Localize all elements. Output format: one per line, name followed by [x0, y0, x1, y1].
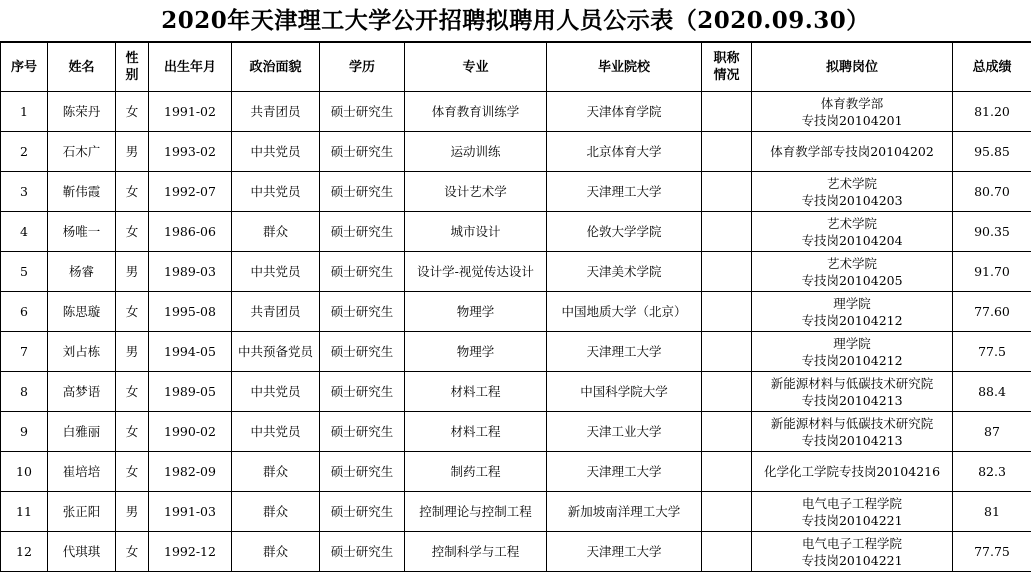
- cell-name: 陈思璇: [48, 292, 116, 332]
- cell-major: 城市设计: [405, 212, 547, 252]
- cell-score: 81.20: [953, 92, 1031, 132]
- cell-political: 中共党员: [232, 372, 320, 412]
- cell-score: 91.70: [953, 252, 1031, 292]
- header-name: 姓名: [48, 43, 116, 92]
- cell-title: [702, 172, 752, 212]
- cell-position: 化学化工学院专技岗20104216: [752, 452, 953, 492]
- cell-political: 群众: [232, 212, 320, 252]
- cell-index: 7: [1, 332, 48, 372]
- cell-index: 10: [1, 452, 48, 492]
- cell-index: 8: [1, 372, 48, 412]
- cell-school: 北京体育大学: [547, 132, 702, 172]
- cell-index: 12: [1, 532, 48, 572]
- cell-position: 电气电子工程学院 专技岗20104221: [752, 532, 953, 572]
- cell-position: 新能源材料与低碳技术研究院 专技岗20104213: [752, 372, 953, 412]
- cell-political: 群众: [232, 532, 320, 572]
- cell-score: 95.85: [953, 132, 1031, 172]
- cell-name: 杨唯一: [48, 212, 116, 252]
- cell-position: 理学院 专技岗20104212: [752, 332, 953, 372]
- cell-score: 88.4: [953, 372, 1031, 412]
- cell-title: [702, 132, 752, 172]
- cell-birth: 1991-02: [149, 92, 232, 132]
- cell-school: 天津工业大学: [547, 412, 702, 452]
- cell-name: 刘占栋: [48, 332, 116, 372]
- personnel-table: [0, 42, 1031, 572]
- page-title: 2020年天津理工大学公开招聘拟聘用人员公示表（2020.09.30）: [0, 0, 1031, 42]
- header-school: 毕业院校: [547, 43, 702, 92]
- cell-title: [702, 372, 752, 412]
- header-gender: 性别: [116, 43, 149, 92]
- cell-political: 共青团员: [232, 92, 320, 132]
- cell-position: 艺术学院 专技岗20104205: [752, 252, 953, 292]
- cell-education: 硕士研究生: [320, 372, 405, 412]
- cell-birth: 1991-03: [149, 492, 232, 532]
- cell-score: 81: [953, 492, 1031, 532]
- cell-score: 77.5: [953, 332, 1031, 372]
- cell-name: 高梦语: [48, 372, 116, 412]
- cell-school: 中国科学院大学: [547, 372, 702, 412]
- cell-index: 11: [1, 492, 48, 532]
- cell-position: 新能源材料与低碳技术研究院 专技岗20104213: [752, 412, 953, 452]
- cell-name: 靳伟霞: [48, 172, 116, 212]
- cell-name: 石木广: [48, 132, 116, 172]
- header-education: 学历: [320, 43, 405, 92]
- cell-birth: 1992-07: [149, 172, 232, 212]
- cell-political: 共青团员: [232, 292, 320, 332]
- cell-major: 材料工程: [405, 372, 547, 412]
- table-row: [1, 372, 1031, 412]
- table-row: [1, 292, 1031, 332]
- cell-major: 材料工程: [405, 412, 547, 452]
- cell-major: 运动训练: [405, 132, 547, 172]
- header-birth: 出生年月: [149, 43, 232, 92]
- cell-education: 硕士研究生: [320, 92, 405, 132]
- cell-title: [702, 452, 752, 492]
- cell-score: 80.70: [953, 172, 1031, 212]
- cell-major: 制药工程: [405, 452, 547, 492]
- cell-name: 白雅丽: [48, 412, 116, 452]
- header-political: 政治面貌: [232, 43, 320, 92]
- cell-position: 艺术学院 专技岗20104204: [752, 212, 953, 252]
- cell-index: 9: [1, 412, 48, 452]
- cell-name: 杨睿: [48, 252, 116, 292]
- cell-school: 天津美术学院: [547, 252, 702, 292]
- cell-school: 天津理工大学: [547, 172, 702, 212]
- header-title: 职称情况: [702, 43, 752, 92]
- cell-title: [702, 92, 752, 132]
- cell-gender: 女: [116, 172, 149, 212]
- cell-position: 体育教学部专技岗20104202: [752, 132, 953, 172]
- cell-score: 87: [953, 412, 1031, 452]
- cell-score: 77.60: [953, 292, 1031, 332]
- cell-position: 理学院 专技岗20104212: [752, 292, 953, 332]
- cell-birth: 1989-03: [149, 252, 232, 292]
- table-row: [1, 172, 1031, 212]
- cell-school: 天津理工大学: [547, 332, 702, 372]
- cell-education: 硕士研究生: [320, 412, 405, 452]
- table-row: [1, 132, 1031, 172]
- header-major: 专业: [405, 43, 547, 92]
- cell-education: 硕士研究生: [320, 452, 405, 492]
- cell-title: [702, 412, 752, 452]
- cell-gender: 女: [116, 92, 149, 132]
- table-row: [1, 532, 1031, 572]
- cell-gender: 女: [116, 412, 149, 452]
- cell-school: 天津理工大学: [547, 532, 702, 572]
- cell-birth: 1994-05: [149, 332, 232, 372]
- cell-political: 中共党员: [232, 132, 320, 172]
- table-row: [1, 92, 1031, 132]
- cell-title: [702, 532, 752, 572]
- cell-index: 6: [1, 292, 48, 332]
- cell-major: 设计学-视觉传达设计: [405, 252, 547, 292]
- cell-gender: 男: [116, 332, 149, 372]
- cell-gender: 男: [116, 132, 149, 172]
- cell-title: [702, 492, 752, 532]
- table-row: [1, 252, 1031, 292]
- cell-education: 硕士研究生: [320, 492, 405, 532]
- cell-birth: 1993-02: [149, 132, 232, 172]
- cell-name: 陈荣丹: [48, 92, 116, 132]
- cell-political: 中共党员: [232, 412, 320, 452]
- table-header-row: [1, 43, 1031, 92]
- cell-birth: 1992-12: [149, 532, 232, 572]
- cell-education: 硕士研究生: [320, 252, 405, 292]
- cell-birth: 1982-09: [149, 452, 232, 492]
- table-row: [1, 452, 1031, 492]
- cell-political: 群众: [232, 452, 320, 492]
- cell-political: 中共预备党员: [232, 332, 320, 372]
- cell-school: 伦敦大学学院: [547, 212, 702, 252]
- cell-title: [702, 212, 752, 252]
- cell-gender: 女: [116, 372, 149, 412]
- cell-political: 中共党员: [232, 252, 320, 292]
- cell-birth: 1990-02: [149, 412, 232, 452]
- cell-major: 控制科学与工程: [405, 532, 547, 572]
- cell-gender: 女: [116, 292, 149, 332]
- table-row: [1, 212, 1031, 252]
- cell-name: 代琪琪: [48, 532, 116, 572]
- cell-birth: 1995-08: [149, 292, 232, 332]
- cell-name: 崔培培: [48, 452, 116, 492]
- cell-birth: 1989-05: [149, 372, 232, 412]
- cell-major: 物理学: [405, 332, 547, 372]
- cell-gender: 男: [116, 492, 149, 532]
- cell-education: 硕士研究生: [320, 172, 405, 212]
- table-row: [1, 412, 1031, 452]
- cell-title: [702, 292, 752, 332]
- cell-education: 硕士研究生: [320, 332, 405, 372]
- cell-score: 82.3: [953, 452, 1031, 492]
- cell-school: 新加坡南洋理工大学: [547, 492, 702, 532]
- cell-position: 体育教学部 专技岗20104201: [752, 92, 953, 132]
- cell-title: [702, 252, 752, 292]
- cell-index: 4: [1, 212, 48, 252]
- cell-major: 物理学: [405, 292, 547, 332]
- table-body: [1, 92, 1031, 572]
- cell-position: 艺术学院 专技岗20104203: [752, 172, 953, 212]
- cell-education: 硕士研究生: [320, 532, 405, 572]
- cell-gender: 女: [116, 532, 149, 572]
- cell-major: 体育教育训练学: [405, 92, 547, 132]
- cell-political: 中共党员: [232, 172, 320, 212]
- cell-education: 硕士研究生: [320, 132, 405, 172]
- cell-score: 77.75: [953, 532, 1031, 572]
- cell-name: 张正阳: [48, 492, 116, 532]
- cell-school: 天津体育学院: [547, 92, 702, 132]
- cell-gender: 男: [116, 252, 149, 292]
- table-row: [1, 492, 1031, 532]
- cell-gender: 女: [116, 212, 149, 252]
- cell-score: 90.35: [953, 212, 1031, 252]
- header-score: 总成绩: [953, 43, 1031, 92]
- cell-major: 控制理论与控制工程: [405, 492, 547, 532]
- cell-major: 设计艺术学: [405, 172, 547, 212]
- cell-title: [702, 332, 752, 372]
- cell-index: 5: [1, 252, 48, 292]
- cell-school: 天津理工大学: [547, 452, 702, 492]
- cell-education: 硕士研究生: [320, 292, 405, 332]
- cell-school: 中国地质大学（北京）: [547, 292, 702, 332]
- header-index: 序号: [1, 43, 48, 92]
- cell-index: 2: [1, 132, 48, 172]
- cell-political: 群众: [232, 492, 320, 532]
- cell-education: 硕士研究生: [320, 212, 405, 252]
- cell-position: 电气电子工程学院 专技岗20104221: [752, 492, 953, 532]
- cell-index: 1: [1, 92, 48, 132]
- cell-birth: 1986-06: [149, 212, 232, 252]
- cell-gender: 女: [116, 452, 149, 492]
- header-position: 拟聘岗位: [752, 43, 953, 92]
- table-row: [1, 332, 1031, 372]
- cell-index: 3: [1, 172, 48, 212]
